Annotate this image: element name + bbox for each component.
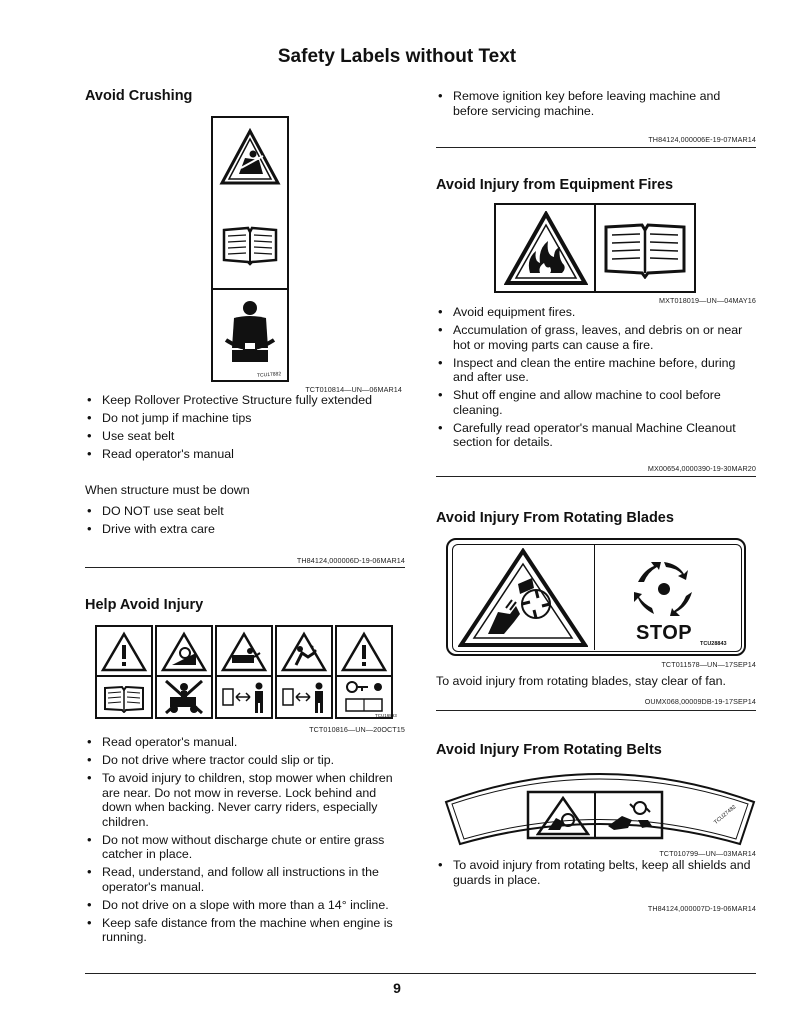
section-heading-equipment-fires: Avoid Injury from Equipment Fires — [436, 177, 674, 193]
list-item: • Shut off engine and allow machine to cool before cleaning. — [436, 388, 758, 417]
list-item: • To avoid injury from rotating belts, keep all shields and guards in place. — [436, 858, 760, 887]
thrown-object-warning-icon — [280, 631, 328, 673]
safe-distance-icon — [281, 681, 327, 715]
remove-key-icon — [342, 679, 386, 715]
figure-code: TCU17882 — [256, 371, 282, 379]
crushing-bullet-list — [85, 393, 405, 465]
page-title: Safety Labels without Text — [277, 46, 517, 67]
section-divider — [436, 476, 756, 477]
list-item: • To avoid injury to children, stop mower when children are near. Do not mow in reverse. Lock behind and down when backing. Never carry riders, especially children. — [85, 771, 407, 829]
list-item: • Remove ignition key before leaving machine and before servicing machine. — [436, 89, 758, 118]
list-item: • Do not drive on a slope with more than a 14° incline. — [85, 898, 407, 913]
footer-divider — [85, 973, 756, 974]
figure-reference: TCT011578—UN—17SEP14 — [661, 660, 756, 669]
belts-bullet-list — [436, 858, 760, 891]
section-heading-help-avoid-injury: Help Avoid Injury — [85, 597, 204, 613]
section-divider — [436, 710, 756, 711]
figure-code: TCU27482 — [713, 804, 738, 826]
figure-reference: TCT010814—UN—06MAR14 — [305, 385, 402, 394]
fires-bullet-list — [436, 305, 758, 453]
document-reference: TH84124,000006D-19-06MAR14 — [296, 556, 405, 565]
belt-entanglement-warning-icon — [536, 796, 590, 836]
list-item: • Accumulation of grass, leaves, and debris on or near hot or moving parts can cause a fire. — [436, 323, 758, 352]
operator-manual-icon — [220, 222, 280, 266]
belt-label-figure — [440, 762, 760, 848]
help-avoid-injury-label-strip — [95, 625, 395, 719]
list-item: • Keep safe distance from the machine when engine is running. — [85, 916, 407, 945]
figure-reference: MXT018019—UN—04MAY16 — [659, 296, 756, 305]
general-warning-icon — [100, 631, 148, 673]
list-item: • Keep Rollover Protective Structure fully extended — [85, 393, 405, 408]
operator-manual-icon — [102, 683, 146, 713]
mower-warning-icon — [220, 631, 268, 673]
section-divider — [85, 567, 405, 568]
list-item: • Read, understand, and follow all instructions in the operator's manual. — [85, 865, 407, 894]
document-reference: OUMX068,00009DB-19-17SEP14 — [644, 697, 756, 706]
list-item: • Read operator's manual — [85, 447, 405, 462]
rotating-fan-icon — [626, 556, 702, 622]
blades-text: To avoid injury from rotating blades, stay clear of fan. — [436, 674, 726, 688]
crushing-subtext: When structure must be down — [85, 483, 250, 497]
section-heading-avoid-crushing: Avoid Crushing — [85, 88, 193, 104]
rotating-blade-warning-icon — [458, 548, 588, 648]
list-item: • Avoid equipment fires. — [436, 305, 758, 320]
list-item: • Inspect and clean the entire machine before, during and after use. — [436, 356, 758, 385]
seat-belt-icon — [222, 298, 278, 368]
operator-manual-icon — [602, 219, 688, 279]
list-item: • Read operator's manual. — [85, 735, 407, 750]
list-item: • Drive with extra care — [85, 522, 405, 537]
rollover-warning-icon — [219, 128, 281, 186]
blade-label-figure — [446, 538, 746, 656]
stop-label: STOP — [636, 622, 693, 644]
help-bullet-list — [85, 735, 407, 948]
figure-code: TCU28843 — [700, 641, 727, 647]
page-number: 9 — [393, 980, 401, 996]
figure-reference: TCT010816—UN—20OCT15 — [309, 725, 405, 734]
list-item: • Use seat belt — [85, 429, 405, 444]
list-item: • Carefully read operator's manual Machine Cleanout section for details. — [436, 421, 758, 450]
fire-label-figure — [494, 203, 696, 293]
no-riders-icon — [162, 679, 206, 715]
slope-tip-warning-icon — [160, 631, 208, 673]
list-item: • DO NOT use seat belt — [85, 504, 405, 519]
document-reference: TH84124,000006E-19-07MAR14 — [648, 135, 756, 144]
crushing-bullet-list-2 — [85, 504, 405, 540]
section-heading-rotating-belts: Avoid Injury From Rotating Belts — [436, 742, 662, 758]
safe-distance-icon — [221, 681, 267, 715]
hands-clear-icon — [602, 798, 658, 834]
section-divider — [436, 147, 756, 148]
crushing-label-figure — [211, 116, 289, 382]
list-item: • Do not jump if machine tips — [85, 411, 405, 426]
section-heading-rotating-blades: Avoid Injury From Rotating Blades — [436, 510, 674, 526]
document-reference: TH84124,000007D-19-06MAR14 — [647, 904, 756, 913]
document-reference: MX00654,0000390-19-30MAR20 — [647, 464, 756, 473]
list-item: • Do not mow without discharge chute or entire grass catcher in place. — [85, 833, 407, 862]
figure-reference: TCT010799—UN—03MAR14 — [659, 849, 756, 858]
figure-code: TCU16893 — [375, 713, 397, 718]
list-item: • Do not drive where tractor could slip or tip. — [85, 753, 407, 768]
general-warning-icon — [340, 631, 388, 673]
ignition-bullet-list — [436, 89, 758, 122]
fire-warning-icon — [504, 211, 588, 287]
